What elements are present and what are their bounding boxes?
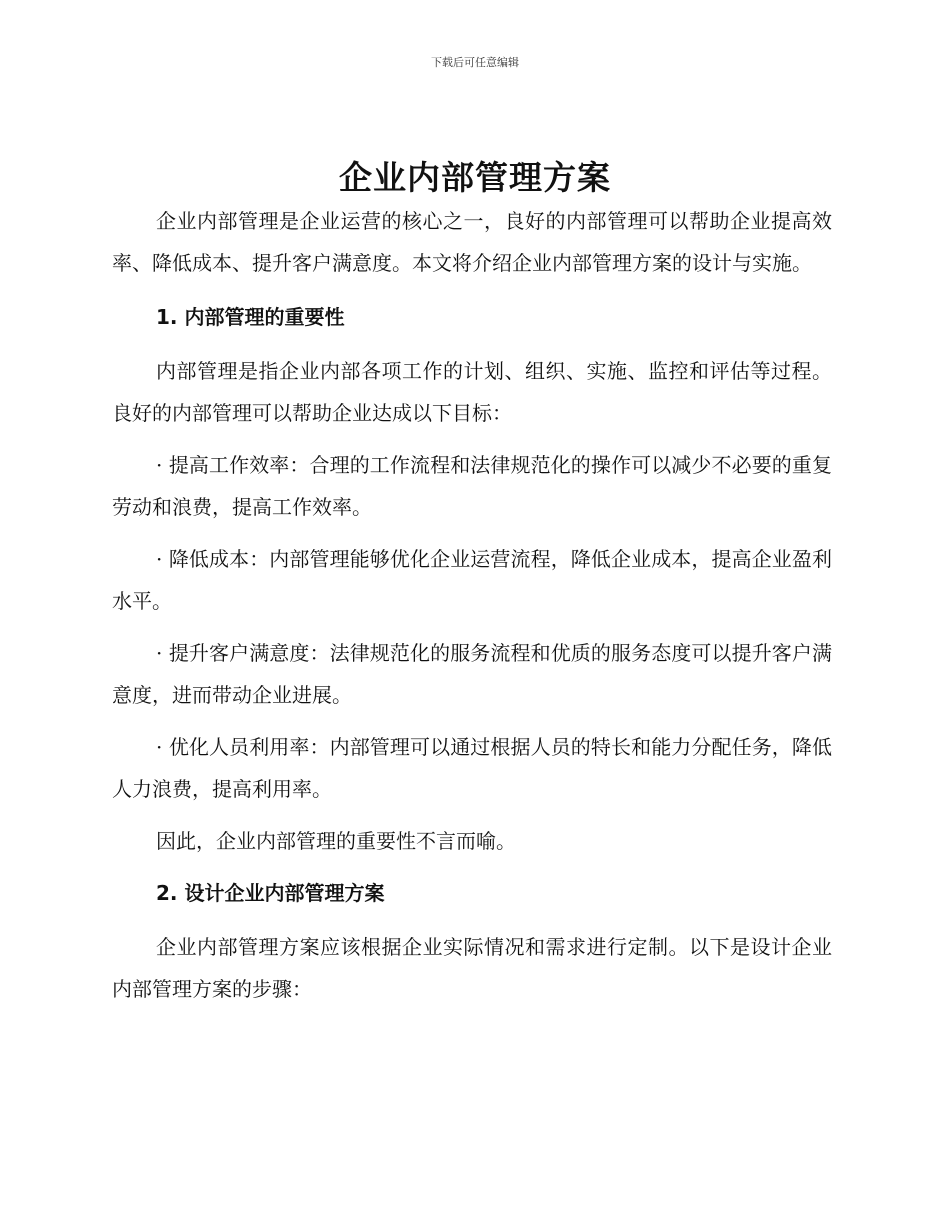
section-1-conclusion: 因此，企业内部管理的重要性不言而喻。: [156, 829, 516, 853]
section-1-paragraph: 内部管理是指企业内部各项工作的计划、组织、实施、监控和评估等过程。良好的内部管理可以帮助企业达成以下目标：: [112, 359, 832, 425]
header-note: 下载后可任意编辑: [431, 56, 519, 69]
document-title: 企业内部管理方案: [339, 158, 611, 197]
document-body: [112, 200, 832, 1010]
bullet-item-satisfaction: · 提升客户满意度：法律规范化的服务流程和优质的服务态度可以提升客户满意度，进而带动企业进展。: [112, 641, 832, 707]
bullet-item-utilization: · 优化人员利用率：内部管理可以通过根据人员的特长和能力分配任务，降低人力浪费，提高利用率。: [112, 735, 832, 801]
section-2-paragraph: 企业内部管理方案应该根据企业实际情况和需求进行定制。以下是设计企业内部管理方案的步骤：: [112, 935, 832, 1001]
section-2-heading: 2. 设计企业内部管理方案: [156, 881, 385, 905]
section-1-heading: 1. 内部管理的重要性: [156, 305, 345, 329]
intro-paragraph: 企业内部管理是企业运营的核心之一，良好的内部管理可以帮助企业提高效率、降低成本、提升客户满意度。本文将介绍企业内部管理方案的设计与实施。: [112, 209, 832, 275]
bullet-item-efficiency: · 提高工作效率：合理的工作流程和法律规范化的操作可以减少不必要的重复劳动和浪费，提高工作效率。: [112, 453, 832, 519]
bullet-item-cost: · 降低成本：内部管理能够优化企业运营流程，降低企业成本，提高企业盈利水平。: [112, 547, 832, 613]
